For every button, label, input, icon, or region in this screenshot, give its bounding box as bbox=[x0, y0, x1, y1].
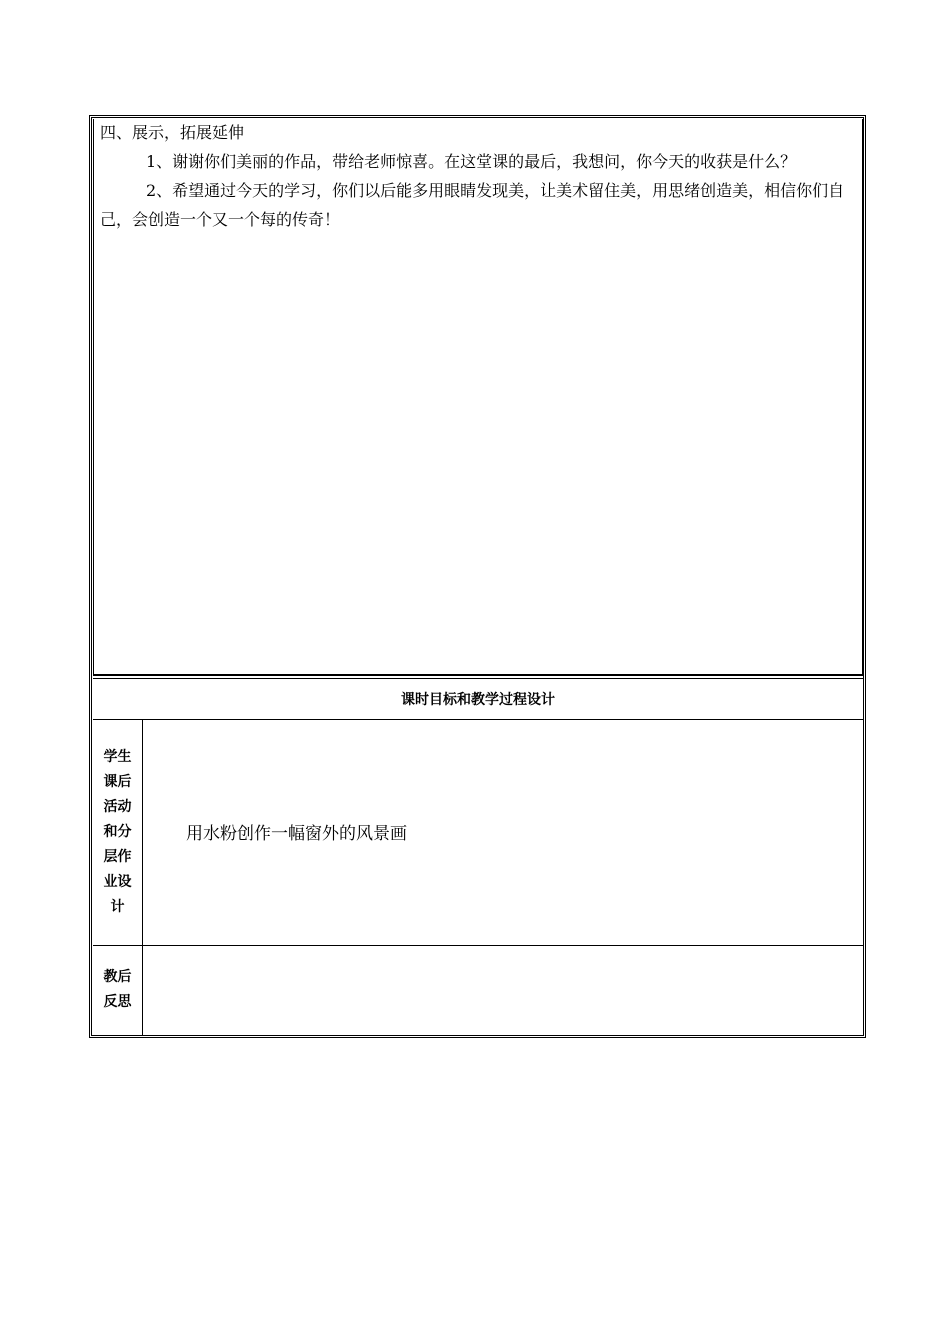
table-heading: 课时目标和教学过程设计 bbox=[401, 692, 555, 708]
label-line: 和分 bbox=[103, 824, 132, 840]
label-line: 活动 bbox=[103, 799, 132, 815]
homework-design-label bbox=[93, 745, 142, 920]
label-line: 反思 bbox=[103, 994, 132, 1010]
label-line: 学生 bbox=[103, 749, 132, 765]
section-four-item-2: 2、希望通过今天的学习，你们以后能多用眼睛发现美，让美术留住美，用思绪创造美，相信你们自己，会创造一个又一个每的传奇！ bbox=[100, 181, 845, 229]
lesson-plan-frame bbox=[89, 115, 866, 1038]
inner-border-left bbox=[93, 119, 94, 675]
label-line: 课后 bbox=[103, 774, 132, 790]
section-four-item-1: 1、谢谢你们美丽的作品，带给老师惊喜。在这堂课的最后，我想问，你今天的收获是什么？ bbox=[146, 152, 797, 171]
inner-border-right bbox=[862, 119, 863, 675]
section-four-title: 四、展示，拓展延伸 bbox=[100, 123, 245, 142]
row-divider bbox=[93, 719, 863, 720]
label-line: 教后 bbox=[103, 969, 132, 985]
reflection-label bbox=[93, 965, 142, 1015]
section-divider-thick bbox=[93, 674, 863, 676]
row-divider bbox=[93, 945, 863, 946]
label-line: 层作 bbox=[103, 849, 132, 865]
homework-content: 用水粉创作一幅窗外的风景画 bbox=[186, 824, 407, 844]
column-divider bbox=[142, 719, 143, 1035]
label-line: 计 bbox=[110, 899, 125, 915]
section-four bbox=[100, 118, 860, 234]
label-line: 业设 bbox=[103, 874, 132, 890]
